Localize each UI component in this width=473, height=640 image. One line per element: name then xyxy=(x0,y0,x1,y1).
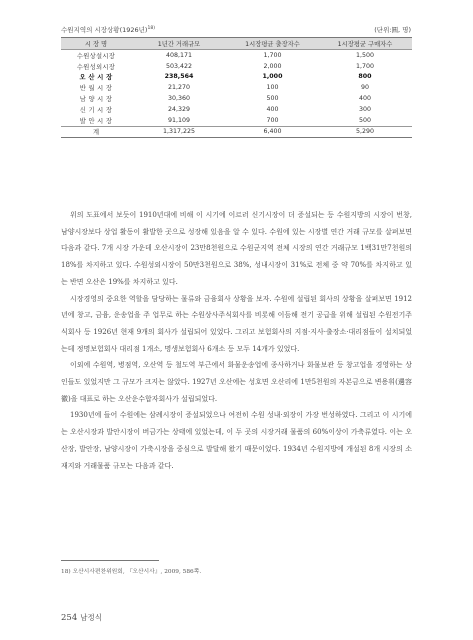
table-header-row xyxy=(61,38,412,50)
total-vendors: 6,400 xyxy=(227,126,318,138)
cell-avg-vendors: 400 xyxy=(266,105,279,113)
cell-avg-buyers: 400 xyxy=(358,95,372,103)
table-row xyxy=(61,61,412,72)
cell-annual-volume: 21,270 xyxy=(167,84,191,92)
market-table xyxy=(61,37,412,138)
total-volume: 1,317,225 xyxy=(131,126,227,138)
header-annual-volume: 1년간 거래규모 xyxy=(131,38,227,50)
body-paragraph: 이외에 수원역, 병점역, 오산역 등 철도역 부근에서 화물운송업에 종사하거나 화물보관 등 창고업을 경영하는 상인들도 있었지만 그 규모가 크지는 않았다. 1927년 오산에는 성호면 오산리에 1만5천원의 자본금으로 변용휘(邊容徽)을 대표로 하는 오산운수합자회사가 설립되었다. xyxy=(61,361,412,403)
cell-annual-volume: 408,171 xyxy=(165,51,193,59)
cell-avg-buyers: 1,500 xyxy=(355,51,375,59)
body-paragraph: 시장경영의 중요한 역할을 담당하는 물류와 금융회사 상황을 보자. 수원에 설립된 회사의 상황을 살펴보면 1912년에 창고, 금융, 운송업을 주 업무로 하는 수원상사주식회사를 비롯해 이듬해 전기 공급을 위해 설립된 수원전기주식회사 등 1926년 현재 9개의 회사가 설립되어 있었다. 그리고 보험회사의 지점·지사·출장소·대리점들이 설치되었는데 정명보험회사 대리점 1개소, 명생보험회사 6개소 등 모두 14개가 있었다. xyxy=(61,294,412,353)
caption-unit: (단위:圓, 명) xyxy=(374,26,411,34)
cell-market-name: 수원성외시장 xyxy=(76,63,116,71)
cell-annual-volume: 24,329 xyxy=(167,105,191,113)
table-row xyxy=(61,115,412,126)
cell-annual-volume: 30,360 xyxy=(167,95,191,103)
body-text xyxy=(61,207,412,474)
table-row xyxy=(61,82,412,93)
cell-avg-buyers: 500 xyxy=(358,116,372,124)
cell-market-name: 오 산 시 장 xyxy=(79,74,113,82)
body-paragraph: 1930년에 들어 수원에는 삼례시장이 증설되었으나 여전히 수원 성내·외장이 가장 번성하였다. 그리고 이 시기에는 오산시장과 발안시장이 버금가는 상태에 있었는데, 이 두 곳의 시장거래 물품의 60%이상이 가축류였다. 이는 오산장, 발안장, 남양시장이 가축시장을 중심으로 발달해 왔기 때문이었다. 1934년 수원지방에 개설된 8개 시장의 소재지와 거래물품 규모는 다음과 같다. xyxy=(61,411,412,470)
cell-market-name: 남 양 시 장 xyxy=(79,96,113,104)
cell-avg-vendors: 500 xyxy=(266,95,279,103)
cell-avg-buyers: 1,700 xyxy=(355,62,375,70)
footnote-divider xyxy=(61,560,159,561)
cell-avg-buyers: 300 xyxy=(358,105,372,113)
table-row xyxy=(61,72,412,83)
cell-annual-volume: 238,564 xyxy=(164,73,194,81)
caption-footnote-ref: 18) xyxy=(147,25,155,31)
cell-market-name: 수원상설시장 xyxy=(76,52,116,60)
cell-avg-vendors: 700 xyxy=(266,116,279,124)
page-folio xyxy=(61,612,102,623)
cell-market-name: 신 기 시 장 xyxy=(79,106,113,114)
header-avg-vendors: 1시장평균 출장자수 xyxy=(227,38,318,50)
cell-market-name: 발 안 시 장 xyxy=(79,117,113,125)
page-number: 254 xyxy=(61,613,78,623)
caption-title: 수원지역의 시장상황(1926년) xyxy=(61,26,148,34)
table-total-row xyxy=(61,126,412,138)
total-label: 계 xyxy=(61,126,131,138)
total-buyers: 5,290 xyxy=(318,126,412,138)
header-avg-buyers: 1시장평균 구매자수 xyxy=(318,38,412,50)
running-head: 남정식 xyxy=(80,613,102,622)
cell-market-name: 반 월 시 장 xyxy=(79,85,113,93)
cell-avg-vendors: 2,000 xyxy=(263,62,282,70)
cell-annual-volume: 91,109 xyxy=(167,116,191,124)
cell-annual-volume: 503,422 xyxy=(165,62,193,70)
cell-avg-buyers: 800 xyxy=(358,73,372,81)
header-market-name: 시 장 명 xyxy=(61,38,131,50)
table-caption xyxy=(61,25,411,34)
cell-avg-vendors: 100 xyxy=(266,84,279,92)
body-paragraph: 위의 도표에서 보듯이 1910년대에 비해 이 시기에 이르러 신기시장이 더 증설되는 등 수원지방의 시장이 번창, 남양시장보다 상업 활동이 활발한 곳으로 성장해 있음을 알 수 있다. 수원에 있는 시장별 연간 거래 규모를 살펴보면 다음과 같다. 7개 시장 가운데 오산시장이 23만8천원으로 수원군지역 전체 시장의 연간 거래규모 1백31만7천원의 18%를 차지하고 있다. 수원성외시장이 50만3천원으로 38%, 성내시장이 31%로 전체 중 약 70%를 차지하고 있는 반면 오산은 19%를 차지하고 있다. xyxy=(61,211,412,286)
table-row xyxy=(61,93,412,104)
table-row xyxy=(61,50,412,61)
table-row xyxy=(61,104,412,115)
cell-avg-buyers: 90 xyxy=(360,84,369,92)
cell-avg-vendors: 1,700 xyxy=(263,51,282,59)
cell-avg-vendors: 1,000 xyxy=(262,73,283,81)
footnote: 18) 오산시사편찬위원회, 『오산시사』, 2009, 586쪽. xyxy=(61,569,202,575)
